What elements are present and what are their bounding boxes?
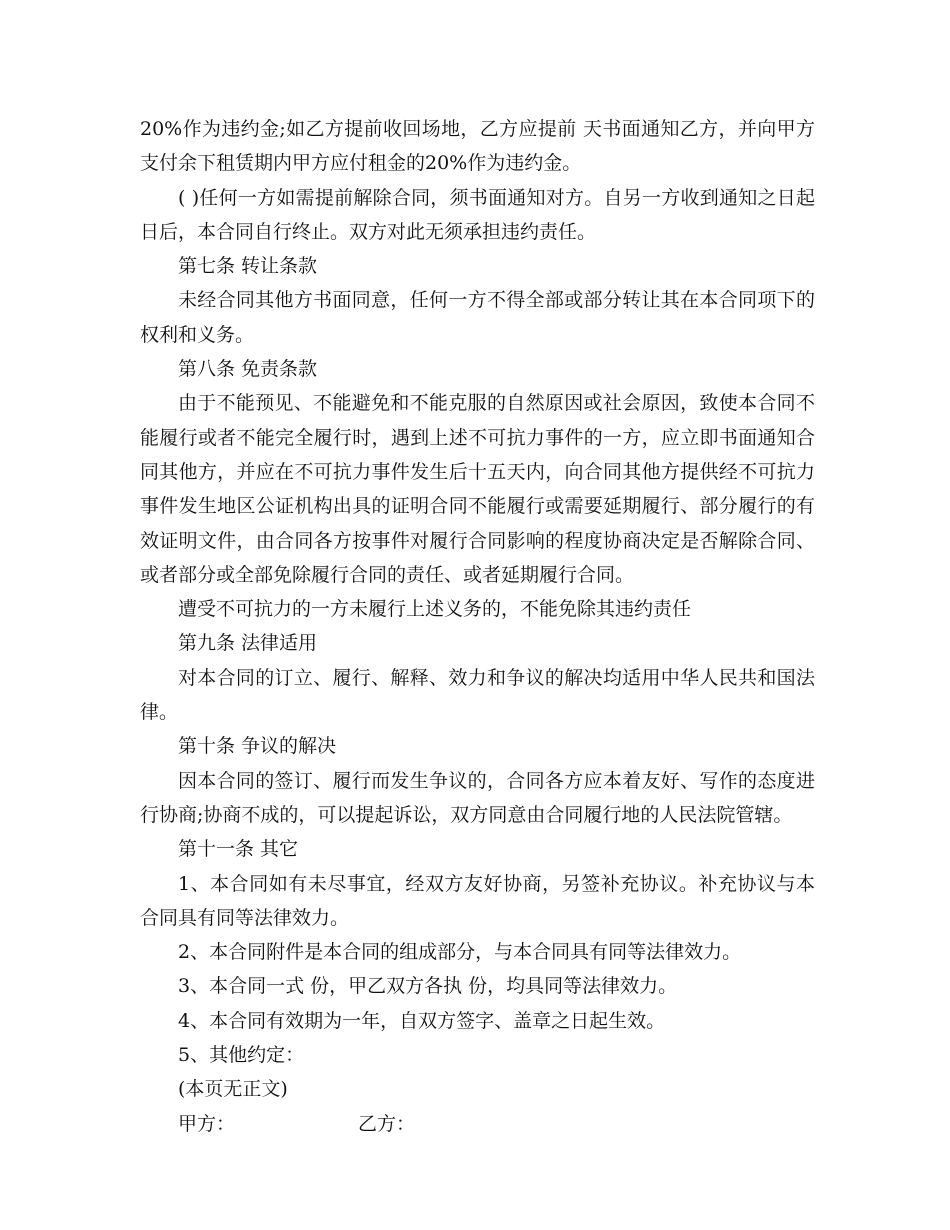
party-a-signature-label: 甲方： (178, 1112, 236, 1135)
paragraph-force-majeure: 由于不能预见、不能避免和不能克服的自然原因或社会原因，致使本合同不能履行或者不能完全履行时，遇到上述不可抗力事件的一方，应立即书面通知合同其他方，并应在不可抗力事件发生后十五天内，向合同其他方提供经不可抗力事件发生地区公证机构出具的证明合同不能履行或需要延期履行、部分履行的有效证明文件，由合同各方按事件对履行合同影响的程度协商决定是否解除合同、或者部分或全部免除履行合同的责任、或者延期履行合同。 (140, 392, 815, 586)
paragraph-other-3: 3、本合同一式 份，甲乙双方各执 份，均具同等法律效力。 (178, 975, 678, 998)
paragraph-force-majeure-liability: 遭受不可抗力的一方未履行上述义务的，不能免除其违约责任 (178, 598, 692, 621)
heading-article-9: 第九条 法律适用 (178, 632, 318, 655)
paragraph-no-body-text: (本页无正文) (178, 1078, 288, 1101)
document-body (140, 112, 815, 1141)
paragraph-penalty-clause: 20%作为违约金;如乙方提前收回场地，乙方应提前 天书面通知乙方，并向甲方支付余下租赁期内甲方应付租金的20%作为违约金。 (140, 118, 815, 175)
paragraph-early-termination: ( )任何一方如需提前解除合同，须书面通知对方。自另一方收到通知之日起 日后，本合同自行终止。双方对此无须承担违约责任。 (140, 186, 815, 243)
heading-article-10: 第十条 争议的解决 (178, 735, 337, 758)
heading-article-11: 第十一条 其它 (178, 838, 299, 861)
paragraph-other-4: 4、本合同有效期为一年，自双方签字、盖章之日起生效。 (178, 1009, 666, 1032)
paragraph-other-1: 1、本合同如有未尽事宜，经双方友好协商，另签补充协议。补充协议与本合同具有同等法律效力。 (140, 872, 815, 929)
paragraph-other-5: 5、其他约定： (178, 1044, 305, 1067)
paragraph-governing-law: 对本合同的订立、履行、解释、效力和争议的解决均适用中华人民共和国法律。 (140, 666, 815, 724)
signature-row (140, 1107, 815, 1141)
party-b-signature-label: 乙方： (358, 1112, 416, 1135)
paragraph-dispute-resolution: 因本合同的签订、履行而发生争议的，合同各方应本着友好、写作的态度进行协商;协商不成的，可以提起诉讼，双方同意由合同履行地的人民法院管辖。 (140, 769, 815, 826)
paragraph-transfer-terms: 未经合同其他方书面同意，任何一方不得全部或部分转让其在本合同项下的权利和义务。 (140, 289, 815, 346)
heading-article-7: 第七条 转让条款 (178, 255, 318, 278)
paragraph-other-2: 2、本合同附件是本合同的组成部分，与本合同具有同等法律效力。 (178, 941, 742, 964)
heading-article-8: 第八条 免责条款 (178, 358, 318, 381)
